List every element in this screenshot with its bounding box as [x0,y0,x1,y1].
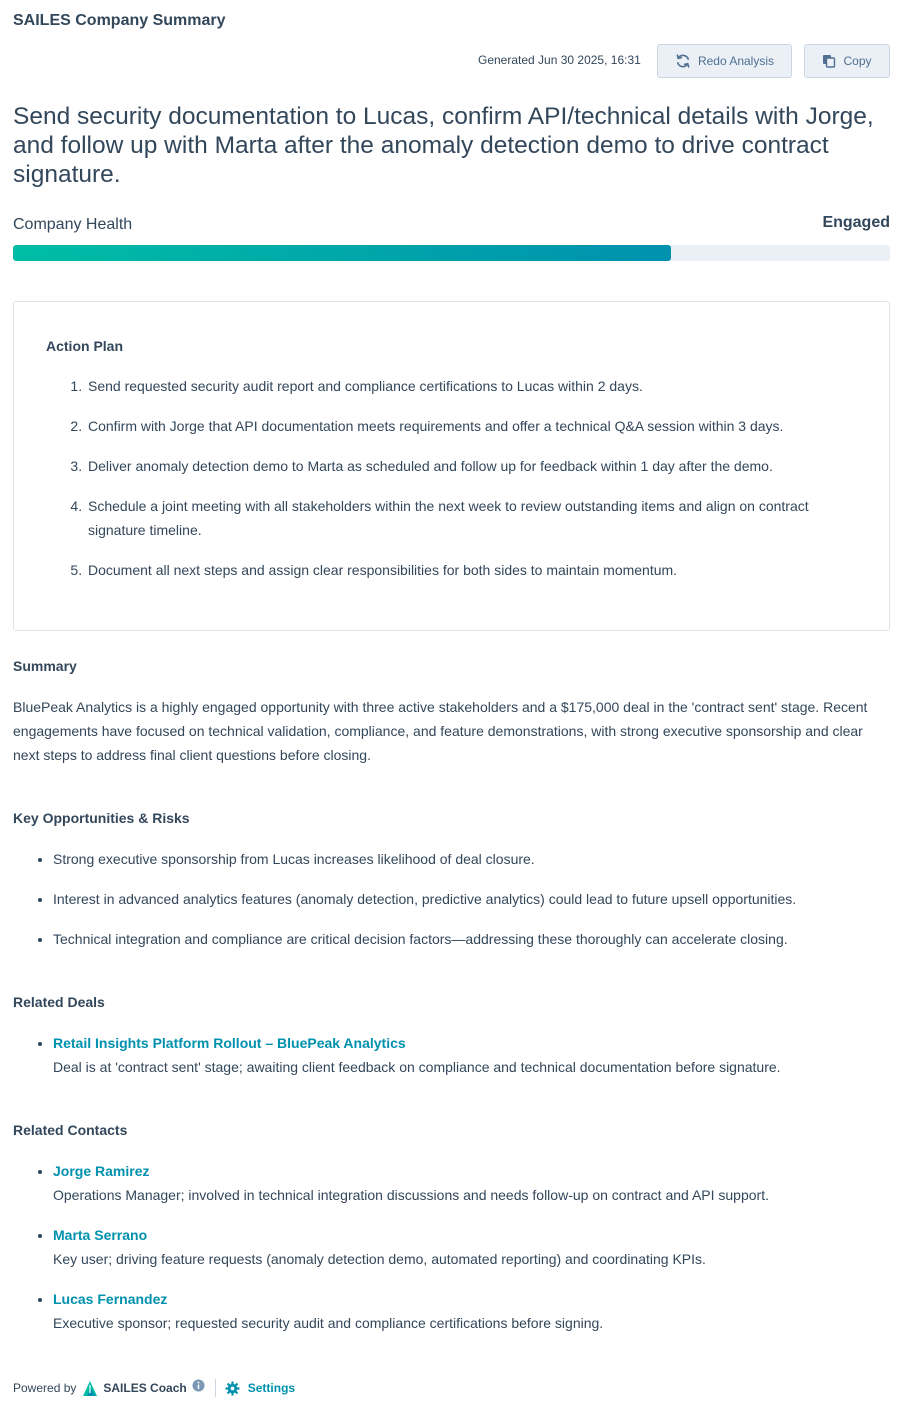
action-plan-item: 2. Confirm with Jorge that API documentation meets requirements and offer a technical Q&A session within 3 days. [86,414,846,438]
opportunity-item: • Technical integration and compliance are critical decision factors—addressing these thoroughly can accelerate closing. [53,927,893,951]
company-health-bar-fill [13,245,671,261]
related-deals-title: Related Deals [13,994,105,1010]
action-plan-title: Action Plan [46,338,124,354]
contact-link-jorge-ramirez[interactable]: Jorge Ramirez [53,1163,150,1179]
deal-item [53,1031,893,1079]
redo-analysis-label: Redo Analysis [697,54,775,68]
contact-item [53,1287,893,1335]
info-icon[interactable] [192,1379,205,1392]
company-health-label: Company Health [13,216,133,233]
company-health-status: Engaged [822,214,890,231]
contact-item [53,1159,893,1207]
action-plan-list [86,374,846,598]
summary-text: BluePeak Analytics is a highly engaged opportunity with three active stakeholders and a $175,000 deal in the 'contract sent' stage. Recent engagements have focused on technical validation, compliance, and feature demonstrations, with strong executive sponsorship and clear next steps to address final client questions before closing. [13,699,868,763]
summary-title: Summary [13,658,77,674]
contact-description: Key user; driving feature requests (anomaly detection demo, automated reporting) and coordinating KPIs. [53,1251,706,1267]
gear-icon [225,1381,240,1396]
copy-button[interactable] [804,44,890,78]
brand-name: SAILES Coach [103,1381,187,1395]
opportunity-item: • Strong executive sponsorship from Lucas increases likelihood of deal closure. [53,847,893,871]
contact-link-lucas-fernandez[interactable]: Lucas Fernandez [53,1291,168,1307]
related-contacts-list [53,1159,893,1351]
related-contacts-title: Related Contacts [13,1122,128,1138]
powered-by-label: Powered by [13,1381,77,1395]
footer-divider [215,1379,216,1397]
related-deals-list [53,1031,893,1095]
contact-link-marta-serrano[interactable]: Marta Serrano [53,1227,148,1243]
contact-description: Operations Manager; involved in technical integration discussions and needs follow-up on contract and API support. [53,1187,769,1203]
company-health-bar [13,245,890,261]
settings-link[interactable] [225,1381,295,1396]
contact-description: Executive sponsor; requested security audit and compliance certifications before signing. [53,1315,604,1331]
sailes-logo-icon [81,1379,99,1397]
action-plan-item: 1. Send requested security audit report and compliance certifications to Lucas within 2 days. [86,374,846,398]
action-plan-item: 3. Deliver anomaly detection demo to Marta as scheduled and follow up for feedback within 1 day after the demo. [86,454,846,478]
generated-timestamp: Generated Jun 30 2025, 16:31 [478,53,641,67]
copy-label: Copy [843,54,872,68]
refresh-icon [675,53,691,69]
opportunity-item: • Interest in advanced analytics features (anomaly detection, predictive analytics) could lead to future upsell opportunities. [53,887,893,911]
deal-description: Deal is at 'contract sent' stage; awaiting client feedback on compliance and technical documentation before signature. [53,1059,781,1075]
headline-recommendation: Send security documentation to Lucas, confirm API/technical details with Jorge, and follow up with Marta after the anomaly detection demo to drive contract signature. [13,103,874,188]
action-plan-card [13,301,890,631]
action-plan-item: 5. Document all next steps and assign clear responsibilities for both sides to maintain momentum. [86,558,846,582]
footer [13,1377,295,1399]
action-plan-item: 4. Schedule a joint meeting with all stakeholders within the next week to review outstanding items and align on contract signature timeline. [86,494,846,542]
settings-label: Settings [247,1381,296,1395]
copy-icon [822,54,836,68]
contact-item [53,1223,893,1271]
app-title: SAILES Company Summary [13,12,226,29]
deal-link[interactable]: Retail Insights Platform Rollout – BluePeak Analytics [53,1035,406,1051]
opportunities-title: Key Opportunities & Risks [13,810,190,826]
redo-analysis-button[interactable] [657,44,792,78]
opportunities-list [53,847,893,967]
